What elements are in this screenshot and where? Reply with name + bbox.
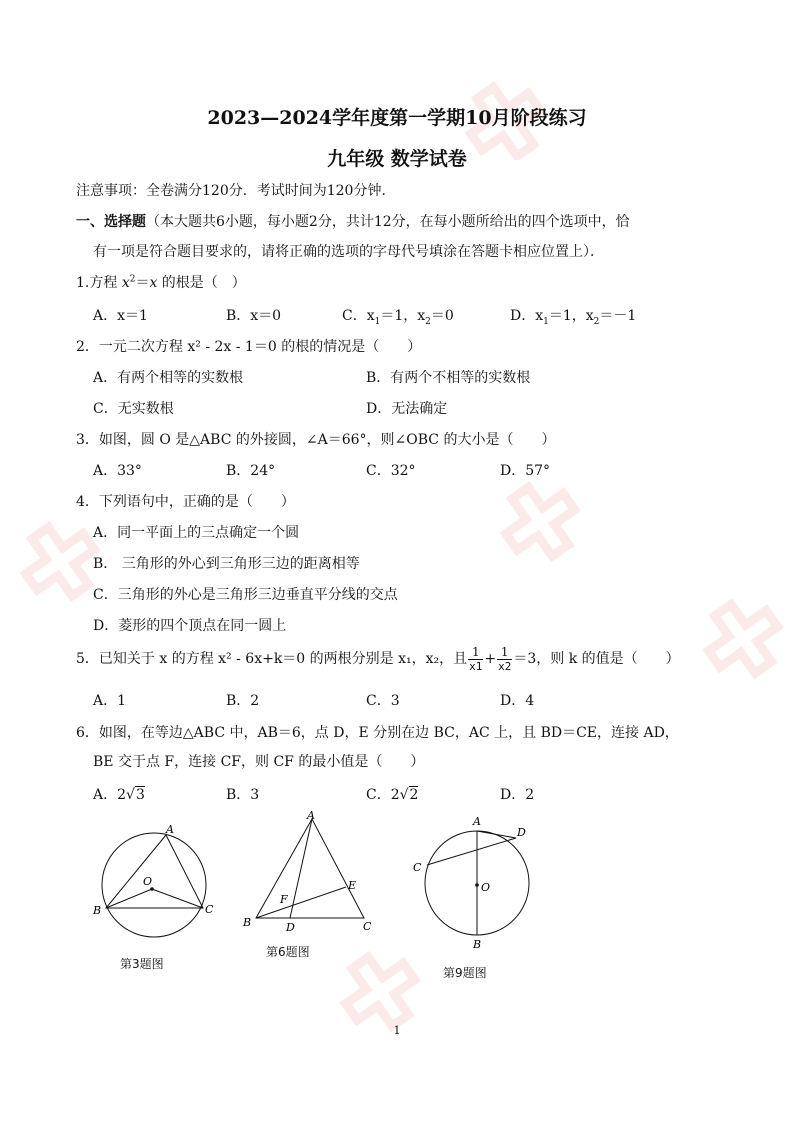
fig9-label-C: C xyxy=(413,861,422,874)
fig9-label-B: B xyxy=(473,938,482,951)
fig3-label-A: A xyxy=(166,823,174,836)
q1-c-part3: ＝0 xyxy=(430,308,454,324)
watermark-logo xyxy=(480,400,680,600)
q1-option-b: B．x＝0 xyxy=(226,308,282,324)
q3-option-b: B．24° xyxy=(226,463,276,479)
q5-option-a: A．1 xyxy=(93,693,127,709)
fig9-chord-AD xyxy=(477,831,516,838)
q6-option-a xyxy=(93,786,145,804)
section-desc-2: 有一项是符合题目要求的，请将正确的选项的字母代号填涂在答题卡相应位置上）． xyxy=(93,244,604,260)
q4-option-a: A．同一平面上的三点确定一个圆 xyxy=(93,525,300,541)
figure-9-caption: 第9题图 xyxy=(443,966,487,980)
fig9-chord-CD xyxy=(427,838,516,865)
fig3-circle xyxy=(102,833,206,937)
question-3-stem: 3．如图，圆 O 是△ABC 的外接圆，∠A＝66°，则∠OBC 的大小是（ ） xyxy=(76,432,556,448)
sqrt-icon: √ xyxy=(399,787,409,803)
q2-option-a: A．有两个相等的实数根 xyxy=(93,370,244,386)
q5-fraction-1 xyxy=(468,645,483,674)
exam-subtitle: 九年级 数学试卷 xyxy=(327,148,467,170)
exam-title: 2023—2024学年度第一学期10月阶段练习 xyxy=(207,107,587,129)
q1-stem-a: 1.方程 xyxy=(76,275,122,291)
q6-option-d: D．2 xyxy=(500,787,535,803)
q6-a-radicand: 3 xyxy=(135,787,145,803)
fig6-label-C: C xyxy=(363,920,372,933)
page-number: 1 xyxy=(393,1024,401,1037)
q1-d-part1: D．x xyxy=(510,308,544,324)
watermark-logo xyxy=(445,40,645,160)
q1-c-part1: C．x xyxy=(342,308,375,324)
fig3-label-C: C xyxy=(205,903,214,916)
q5-option-c: C．3 xyxy=(366,693,400,709)
fig6-triangle xyxy=(256,819,364,918)
q3-option-c: C．32° xyxy=(366,463,416,479)
q5-fraction-2 xyxy=(497,645,512,674)
notice: 注意事项：全卷满分120分．考试时间为120分钟． xyxy=(76,183,396,199)
section-title: 一、选择题 xyxy=(76,214,146,230)
q3-option-a: A．33° xyxy=(93,463,142,479)
fig6-label-E: E xyxy=(348,879,357,892)
q5-option-d: D．4 xyxy=(500,693,535,709)
q6-option-c xyxy=(366,786,418,804)
fig6-label-D: D xyxy=(286,921,295,934)
figure-6-caption: 第6题图 xyxy=(266,945,310,959)
sqrt-icon: √ xyxy=(126,787,135,803)
q1-d-part2: ＝1，x xyxy=(548,308,594,324)
question-4-stem: 4．下列语句中，正确的是（ ） xyxy=(76,494,295,510)
fig3-label-O: O xyxy=(143,875,153,888)
q4-option-b: B． 三角形的外心到三角形三边的距离相等 xyxy=(93,556,360,572)
q6-c-radicand: 2 xyxy=(409,787,419,803)
fig6-label-B: B xyxy=(243,916,252,929)
q3-option-d: D．57° xyxy=(500,463,551,479)
q2-option-b: B．有两个不相等的实数根 xyxy=(366,370,531,386)
q1-stem-c: 的根是（ ） xyxy=(157,275,246,291)
fig9-label-A: A xyxy=(473,815,481,828)
q4-option-c: C．三角形的外心是三角形三边垂直平分线的交点 xyxy=(93,587,398,603)
q5-stem-a: 5．已知关于 x 的方程 x² - 6x+k＝0 的两根分别是 x₁，x₂，且 xyxy=(76,651,468,667)
fig6-label-A: A xyxy=(307,810,315,822)
q5-option-b: B．2 xyxy=(226,693,260,709)
figure-3-circle-triangle xyxy=(90,822,220,947)
question-1-stem: 1.方程 $x^2=x$ 的根是（ ） xyxy=(76,274,246,291)
section-heading xyxy=(76,213,630,231)
question-5-stem xyxy=(76,644,680,674)
q5-frac2-den: x2 xyxy=(498,659,512,673)
fig3-label-B: B xyxy=(93,904,102,917)
q1-option-a: A．x＝1 xyxy=(93,308,148,324)
q6-option-b: B．3 xyxy=(226,787,260,803)
figure-3-caption: 第3题图 xyxy=(120,957,164,971)
q5-frac1-num: 1 xyxy=(468,645,483,660)
question-6-line-2: BE 交于点 F，连接 CF，则 CF 的最小值是（ ） xyxy=(93,754,425,770)
q1-stem-b: ＝ xyxy=(135,275,150,291)
q2-option-c: C．无实数根 xyxy=(93,401,174,417)
q6-c-prefix: C．2 xyxy=(366,787,400,803)
watermark-logo xyxy=(700,580,794,700)
q1-option-d: D．$x_1=1$，$x_2=-1$ xyxy=(510,308,637,327)
fig3-segment-OB xyxy=(106,889,152,908)
fig6-label-F: F xyxy=(280,893,288,906)
q5-frac2-num: 1 xyxy=(497,645,512,660)
fig9-center-dot xyxy=(475,883,479,887)
q2-option-d: D．无法确定 xyxy=(366,401,448,417)
question-2-stem: 2．一元二次方程 x² - 2x - 1＝0 的根的情况是（ ） xyxy=(76,339,422,355)
figure-9-circle-chords xyxy=(405,805,540,955)
q4-option-d: D．菱形的四个顶点在同一圆上 xyxy=(93,618,287,634)
q5-frac1-den: x1 xyxy=(469,659,483,673)
q1-d-part3: ＝－1 xyxy=(599,308,637,324)
q5-plus: + xyxy=(484,651,497,667)
figure-6-equilateral-triangle xyxy=(236,810,386,935)
fig9-label-O: O xyxy=(481,881,491,894)
q6-a-prefix: A．2 xyxy=(93,787,127,803)
fig6-segment-AD xyxy=(290,819,312,918)
q5-stem-b: ＝3，则 k 的值是（ ） xyxy=(513,651,680,667)
fig6-segment-BE xyxy=(256,887,346,918)
question-6-line-1: 6．如图，在等边△ABC 中，AB＝6，点 D，E 分别在边 BC，AC 上，且 BD＝CE，连接 AD， xyxy=(76,725,679,741)
fig9-label-D: D xyxy=(517,826,526,839)
q1-c-part2: ＝1，x xyxy=(380,308,426,324)
section-desc-1: （本大题共6小题，每小题2分，共计12分，在每小题所给出的四个选项中，恰 xyxy=(146,214,630,230)
q1-option-c: C．$x_1=1$，$x_2=0$ xyxy=(342,308,454,327)
